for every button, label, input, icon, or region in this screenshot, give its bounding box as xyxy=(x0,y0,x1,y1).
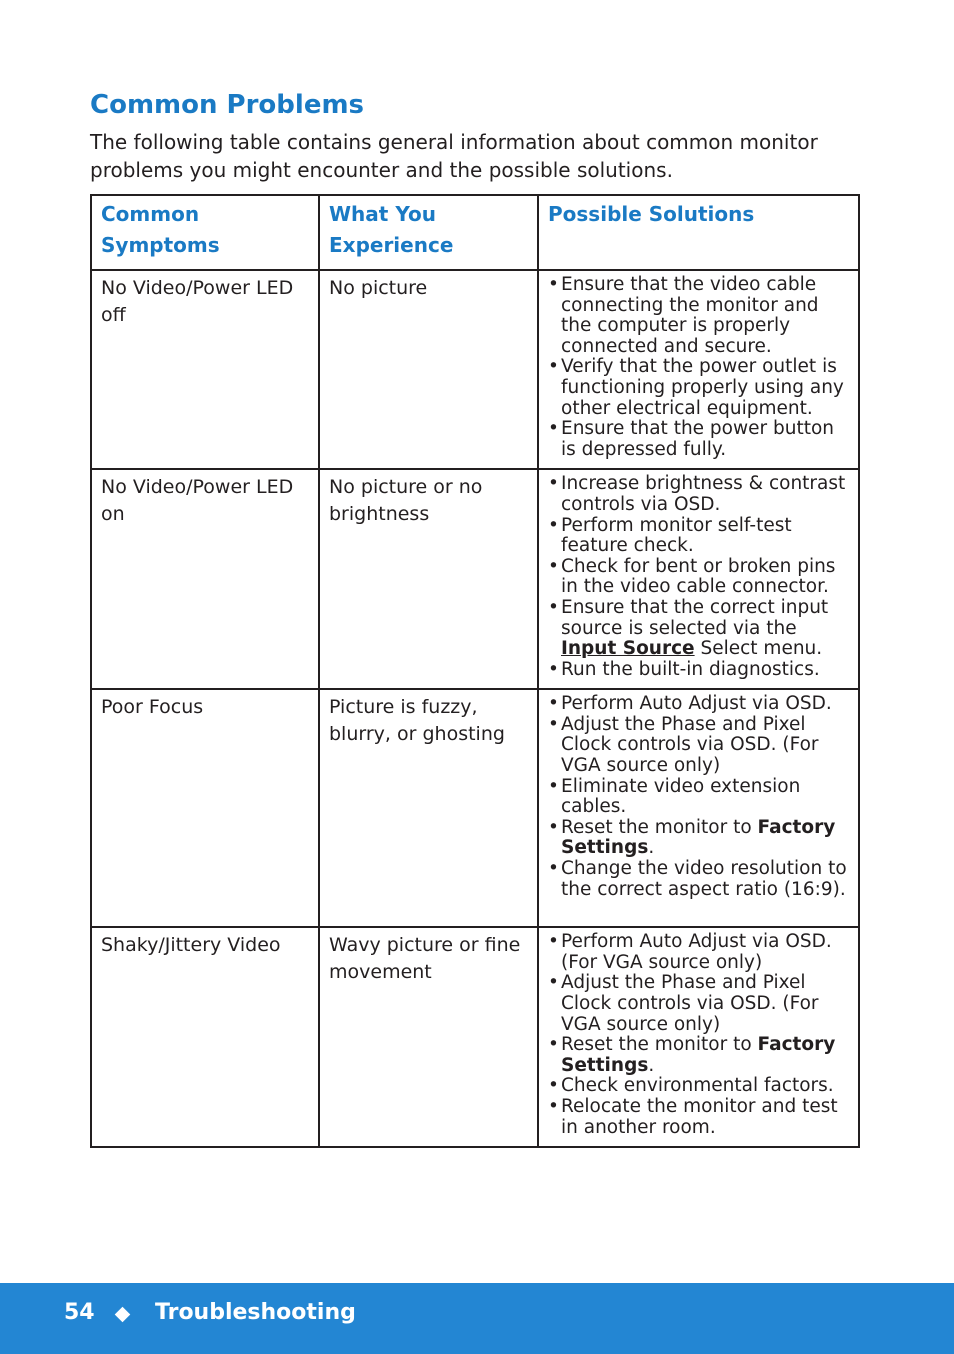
section-name: Troubleshooting xyxy=(155,1300,356,1325)
intro-paragraph: The following table contains general information about common monitor problems you might encounter and the possible solutions. xyxy=(90,130,818,182)
solution-text: Run the built-in diagnostics. xyxy=(561,658,820,680)
solutions-cell xyxy=(538,270,859,469)
solution-text: Verify that the power outlet is functioning properly using any other electrical equipment. xyxy=(561,356,844,419)
solution-item xyxy=(548,973,849,1035)
solution-item xyxy=(548,474,849,515)
solution-text: Reset the monitor to xyxy=(561,1034,758,1056)
solutions-list xyxy=(548,474,849,680)
input-source-link[interactable]: Input Source xyxy=(561,638,695,660)
table-row xyxy=(91,927,859,1147)
solution-item xyxy=(548,694,849,715)
experience-cell: Picture is fuzzy, blurry, or ghosting xyxy=(319,689,538,927)
solution-text: Select menu. xyxy=(694,638,823,660)
solutions-list xyxy=(548,694,849,900)
experience-cell: No picture xyxy=(319,270,538,469)
table-header-row xyxy=(91,195,859,270)
solutions-cell xyxy=(538,927,859,1147)
symptom-cell: No Video/Power LED on xyxy=(91,469,319,689)
symptom-cell: Poor Focus xyxy=(91,689,319,927)
solution-item xyxy=(548,777,849,818)
page-footer xyxy=(0,1283,954,1354)
experience-cell: No picture or no brightness xyxy=(319,469,538,689)
table-row xyxy=(91,469,859,689)
symptom-cell: Shaky/Jittery Video xyxy=(91,927,319,1147)
solution-item xyxy=(548,516,849,557)
table-row xyxy=(91,270,859,469)
bold-term: Factory Settings xyxy=(561,1034,836,1076)
solution-text: Adjust the Phase and Pixel Clock controls via OSD. (For VGA source only) xyxy=(561,972,819,1035)
diamond-icon xyxy=(115,1307,131,1323)
header-common-symptoms: Common Symptoms xyxy=(91,195,319,270)
solution-item xyxy=(548,1097,849,1138)
solution-text: Ensure that the video cable connecting the monitor and the computer is properly connected and secure. xyxy=(561,274,819,357)
solutions-cell xyxy=(538,469,859,689)
solution-item xyxy=(548,859,849,900)
page-number: 54 xyxy=(64,1300,95,1325)
solution-text: Increase brightness & contrast controls via OSD. xyxy=(561,473,846,515)
solution-text: Perform Auto Adjust via OSD. xyxy=(561,693,832,715)
solution-item xyxy=(548,357,849,419)
solution-text: . xyxy=(648,1054,655,1076)
solution-item xyxy=(548,557,849,598)
solution-text: Reset the monitor to xyxy=(561,816,758,838)
solution-item xyxy=(548,598,849,660)
solution-text: Perform Auto Adjust via OSD. (For VGA source only) xyxy=(561,931,832,973)
common-problems-table xyxy=(90,194,860,1148)
header-possible-solutions: Possible Solutions xyxy=(538,195,859,270)
solution-item xyxy=(548,660,849,681)
solution-item xyxy=(548,275,849,357)
bold-term: Factory Settings xyxy=(561,816,836,859)
solution-text: Check for bent or broken pins in the video cable connector. xyxy=(561,555,836,598)
solution-text: Ensure that the correct input source is selected via the xyxy=(561,596,829,639)
solutions-list xyxy=(548,932,849,1138)
experience-cell: Wavy picture or fine movement xyxy=(319,927,538,1147)
solution-text: Change the video resolution to the correct aspect ratio (16:9). xyxy=(561,858,847,900)
solution-item xyxy=(548,1035,849,1076)
solution-text: . xyxy=(648,837,655,859)
solution-text: Relocate the monitor and test in another room. xyxy=(561,1096,838,1138)
page-title: Common Problems xyxy=(90,90,365,120)
solution-item xyxy=(548,932,849,973)
solutions-cell xyxy=(538,689,859,927)
solution-text: Ensure that the power button is depressed fully. xyxy=(561,418,835,460)
solution-text: Adjust the Phase and Pixel Clock controls via OSD. (For VGA source only) xyxy=(561,713,819,777)
solutions-list xyxy=(548,275,849,460)
symptom-cell: No Video/Power LED off xyxy=(91,270,319,469)
header-what-you-experience: What You Experience xyxy=(319,195,538,270)
solution-text: Check environmental factors. xyxy=(561,1075,834,1097)
solution-item xyxy=(548,1076,849,1097)
solution-text: Eliminate video extension cables. xyxy=(561,775,801,818)
solution-text: Perform monitor self-test feature check. xyxy=(561,514,792,557)
solution-item xyxy=(548,818,849,859)
solution-item xyxy=(548,419,849,460)
table-row xyxy=(91,689,859,927)
solution-item xyxy=(548,715,849,777)
